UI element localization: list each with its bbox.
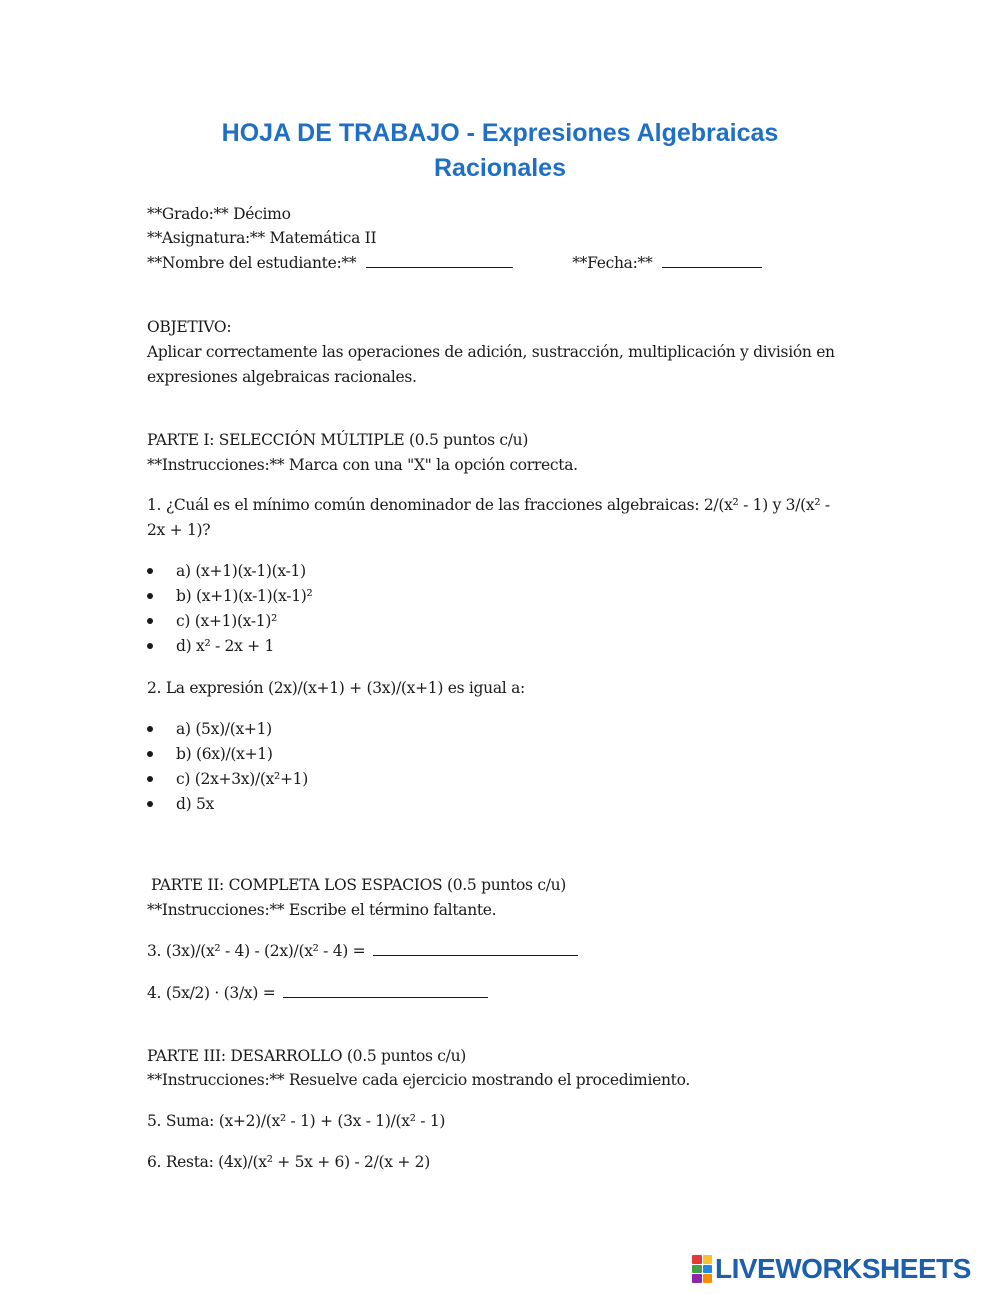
option-1b[interactable] (147, 584, 312, 609)
option-label: a) (5x)/(x+1) (176, 720, 272, 738)
option-label: d) 5x (176, 795, 214, 813)
option-1c[interactable] (147, 609, 312, 634)
option-label: c) (2x+3x)/(x²+1) (176, 770, 308, 788)
option-label: d) x² - 2x + 1 (176, 637, 275, 655)
parte1-instructions: **Instrucciones:** Marca con una "X" la opción correcta. (147, 456, 578, 474)
option-2d[interactable] (147, 792, 308, 817)
option-2a[interactable] (147, 717, 308, 742)
bullet-icon (147, 643, 153, 649)
grado-line: **Grado:** Décimo (147, 205, 291, 223)
question-3-text: 3. (3x)/(x² - 4) - (2x)/(x² - 4) = (147, 942, 366, 960)
nombre-label: **Nombre del estudiante:** (147, 254, 357, 272)
option-label: b) (6x)/(x+1) (176, 745, 273, 763)
nombre-blank[interactable] (366, 251, 513, 268)
bullet-icon (147, 726, 153, 732)
bullet-icon (147, 776, 153, 782)
question-1: 1. ¿Cuál es el mínimo común denominador de las fracciones algebraicas: 2/(x² - 1) y 3/(x² - 2x + 1)? (147, 496, 830, 539)
question-1-options (147, 559, 312, 659)
asignatura-line: **Asignatura:** Matemática II (147, 229, 377, 247)
liveworksheets-logo (692, 1253, 971, 1285)
bullet-icon (147, 618, 153, 624)
question-4-text: 4. (5x/2) · (3/x) = (147, 984, 276, 1002)
page-title (140, 116, 860, 186)
title-line-1: HOJA DE TRABAJO - Expresiones Algebraicas (221, 119, 779, 147)
option-1a[interactable] (147, 559, 312, 584)
option-label: c) (x+1)(x-1)² (176, 612, 278, 630)
parte3-instructions: **Instrucciones:** Resuelve cada ejercicio mostrando el procedimiento. (147, 1071, 690, 1089)
parte2-instructions: **Instrucciones:** Escribe el término faltante. (147, 901, 497, 919)
question-4-answer-blank[interactable] (283, 981, 488, 998)
bullet-icon (147, 568, 153, 574)
question-2: 2. La expresión (2x)/(x+1) + (3x)/(x+1) es igual a: (147, 679, 525, 697)
liveworksheets-mark-icon (692, 1255, 712, 1283)
question-5: 5. Suma: (x+2)/(x² - 1) + (3x - 1)/(x² - 1) (147, 1112, 446, 1130)
parte2-heading: PARTE II: COMPLETA LOS ESPACIOS (0.5 puntos c/u) (151, 876, 567, 894)
bullet-icon (147, 593, 153, 599)
bullet-icon (147, 801, 153, 807)
option-label: a) (x+1)(x-1)(x-1) (176, 562, 306, 580)
nombre-fecha-line (147, 251, 762, 276)
fecha-label: **Fecha:** (572, 254, 653, 272)
title-line-2: Racionales (433, 154, 566, 182)
objetivo-label: OBJETIVO: (147, 318, 232, 336)
question-3 (147, 939, 578, 964)
brand-text: LIVEWORKSHEETS (715, 1253, 971, 1284)
option-2c[interactable] (147, 767, 308, 792)
question-6: 6. Resta: (4x)/(x² + 5x + 6) - 2/(x + 2) (147, 1153, 430, 1171)
question-3-answer-blank[interactable] (373, 939, 578, 956)
parte1-heading: PARTE I: SELECCIÓN MÚLTIPLE (0.5 puntos c/u) (147, 431, 529, 449)
option-2b[interactable] (147, 742, 308, 767)
option-1d[interactable] (147, 634, 312, 659)
option-label: b) (x+1)(x-1)(x-1)² (176, 587, 313, 605)
bullet-icon (147, 751, 153, 757)
fecha-blank[interactable] (662, 251, 762, 268)
question-4 (147, 981, 488, 1006)
objetivo-text: Aplicar correctamente las operaciones de adición, sustracción, multiplicación y división en expresiones algebraicas racionales. (147, 343, 835, 386)
parte3-heading: PARTE III: DESARROLLO (0.5 puntos c/u) (147, 1047, 467, 1065)
question-2-options (147, 717, 308, 817)
